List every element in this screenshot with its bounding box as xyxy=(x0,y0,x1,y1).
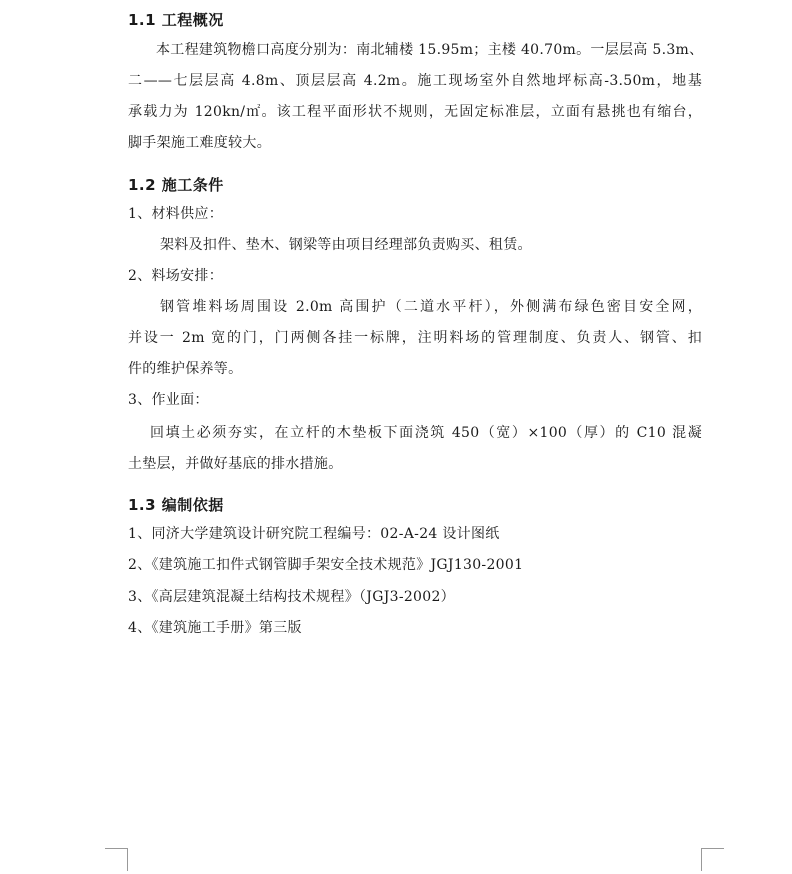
paragraph-line: 回填土必须夯实，在立杆的木垫板下面浇筑 450（宽）×100（厚）的 C10 混凝 xyxy=(150,425,702,441)
paragraph-line: 本工程建筑物檐口高度分别为：南北辅楼 15.95m；主楼 40.70m。一层层高 5.3m、 xyxy=(156,42,704,58)
list-item: 1、材料供应： xyxy=(128,206,224,222)
paragraph-line: 脚手架施工难度较大。 xyxy=(128,135,271,151)
margin-corner-mark-left xyxy=(105,848,128,871)
section-heading-1-3: 1.3 编制依据 xyxy=(128,496,224,514)
margin-corner-mark-right xyxy=(701,848,724,871)
list-item: 2、《建筑施工扣件式钢管脚手架安全技术规范》JGJ130-2001 xyxy=(128,557,524,573)
paragraph-line: 承载力为 120kn/㎡。该工程平面形状不规则，无固定标准层，立面有悬挑也有缩台， xyxy=(128,104,702,120)
list-item: 2、料场安排： xyxy=(128,268,224,284)
section-heading-1-2: 1.2 施工条件 xyxy=(128,176,224,194)
paragraph-line: 并设一 2m 宽的门，门两侧各挂一标牌，注明料场的管理制度、负责人、钢管、扣 xyxy=(128,330,702,346)
paragraph-line: 钢管堆料场周围设 2.0m 高围护（二道水平杆），外侧满布绿色密目安全网， xyxy=(160,299,702,315)
paragraph-line: 土垫层，并做好基底的排水措施。 xyxy=(128,456,343,472)
list-item: 3、作业面： xyxy=(128,392,209,408)
paragraph-line: 件的维护保养等。 xyxy=(128,361,243,377)
list-item: 3、《高层建筑混凝土结构技术规程》（JGJ3-2002） xyxy=(128,589,455,605)
list-item: 1、同济大学建筑设计研究院工程编号：02-A-24 设计图纸 xyxy=(128,526,500,542)
paragraph-line: 二——七层层高 4.8m、顶层层高 4.2m。施工现场室外自然地坪标高-3.50m，地基 xyxy=(128,73,702,89)
section-heading-1-1: 1.1 工程概况 xyxy=(128,11,224,29)
paragraph-line: 架料及扣件、垫木、钢梁等由项目经理部负责购买、租赁。 xyxy=(160,237,532,253)
list-item: 4、《建筑施工手册》第三版 xyxy=(128,620,302,636)
